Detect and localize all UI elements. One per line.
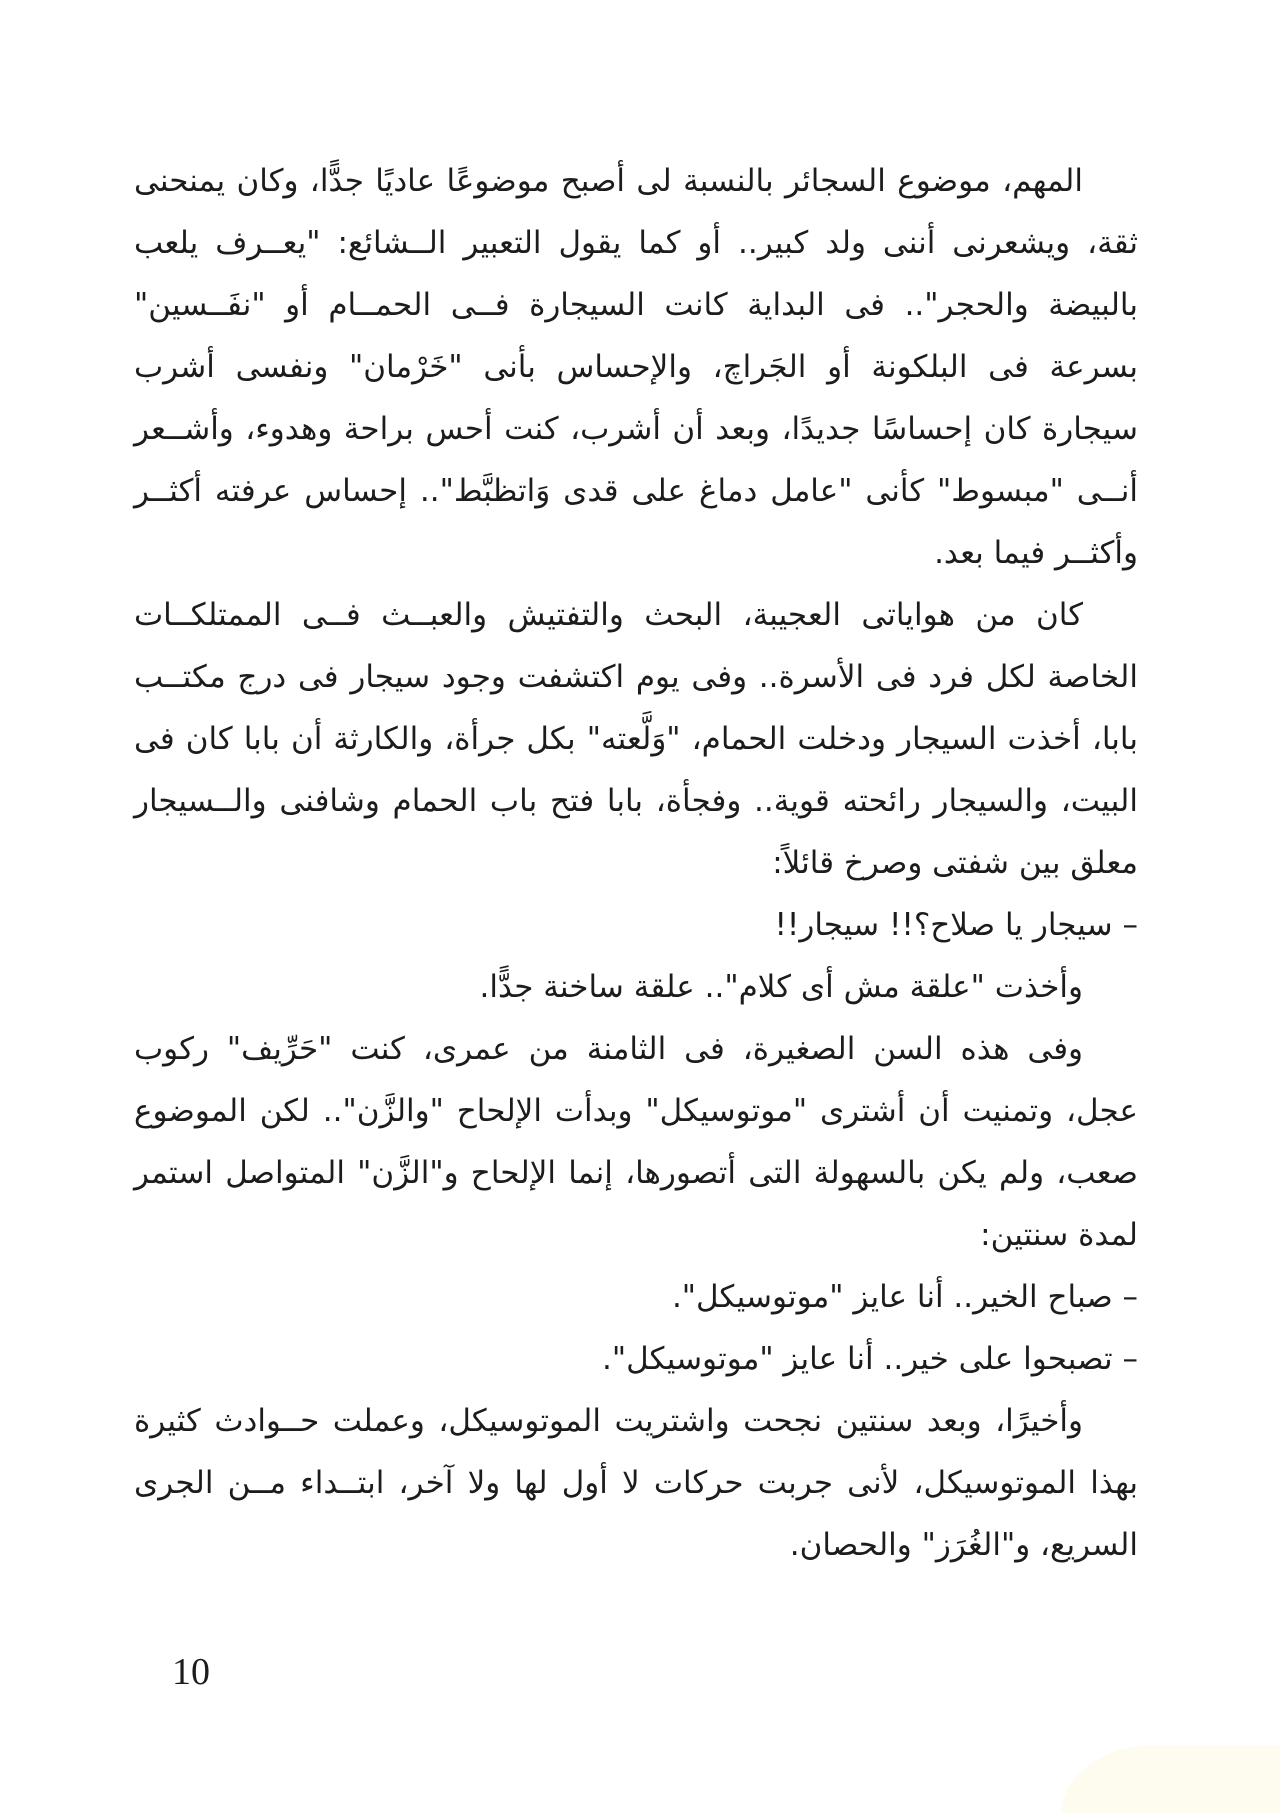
page-number: 10 <box>172 1651 210 1693</box>
paragraph-hobby-cigar: كان من هواياتى العجيبة، البحث والتفتيش والعبــث فــى الممتلكــات الخاصة لكل فرد فى الأسرة.. وفى يوم اكتشفت وجود سيجار فى درج مكتــب بابا، أخذت السيجار ودخلت الحمام، "وَلَّعته" بكل جرأة، والكارثة أن بابا كان فى البيت، والسيجار رائحته قوية.. وفجأة، بابا فتح باب الحمام وشافنى والــسيجار معلق بين شفتى وصرخ قائلاً: <box>134 597 1138 881</box>
paragraph-motorcycle-accidents: وأخيرًا، وبعد سنتين نجحت واشتريت الموتوسيكل، وعملت حــوادث كثيرة بهذا الموتوسيكل، لأنى جربت حركات لا أول لها ولا آخر، ابتــداء مــن الجرى السريع، و"الغُرَز" والحصان. <box>134 1403 1138 1563</box>
paragraph-motorcycle-wish: وفى هذه السن الصغيرة، فى الثامنة من عمرى، كنت "حَرِّيف" ركوب عجل، وتمنيت أن أشترى "موتوسيكل" وبدأت الإلحاح "والزَّن".. لكن الموضوع صعب، ولم يكن بالسهولة التى أتصورها، إنما الإلحاح و"الزَّن" المتواصل استمر لمدة سنتين: <box>134 1031 1138 1253</box>
page-corner-accent <box>1062 1745 1280 1813</box>
body-text <box>134 150 1138 1576</box>
dialogue-father-shout: – سيجار يا صلاح؟!! سيجار!! <box>774 907 1138 943</box>
dialogue-night-request: – تصبحوا على خير.. أنا عايز "موتوسيكل". <box>602 1341 1138 1377</box>
paragraph-beating: وأخذت "علقة مش أى كلام".. علقة ساخنة جدًّا. <box>479 969 1083 1005</box>
paragraph-smoking-topic: المهم، موضوع السجائر بالنسبة لى أصبح موضوعًا عاديًا جدًّا، وكان يمنحنى ثقة، ويشعرنى أننى ولد كبير.. أو كما يقول التعبير الــشائع: "يعــرف يلعب بالبيضة والحجر".. فى البداية كانت السيجارة فــى الحمــام أو "نفَــسين" بسرعة فى البلكونة أو الجَراچ، والإحساس بأنى "خَرْمان" ونفسى أشرب سيجارة كان إحساسًا جديدًا، وبعد أن أشرب، كنت أحس براحة وهدوء، وأشــعر أنــى "مبسوط" كأنى "عامل دماغ على قدى وَاتظبَّط".. إحساس عرفته أكثــر وأكثــر فيما بعد. <box>134 163 1138 571</box>
dialogue-morning-request: – صباح الخير.. أنا عايز "موتوسيكل". <box>671 1279 1138 1315</box>
